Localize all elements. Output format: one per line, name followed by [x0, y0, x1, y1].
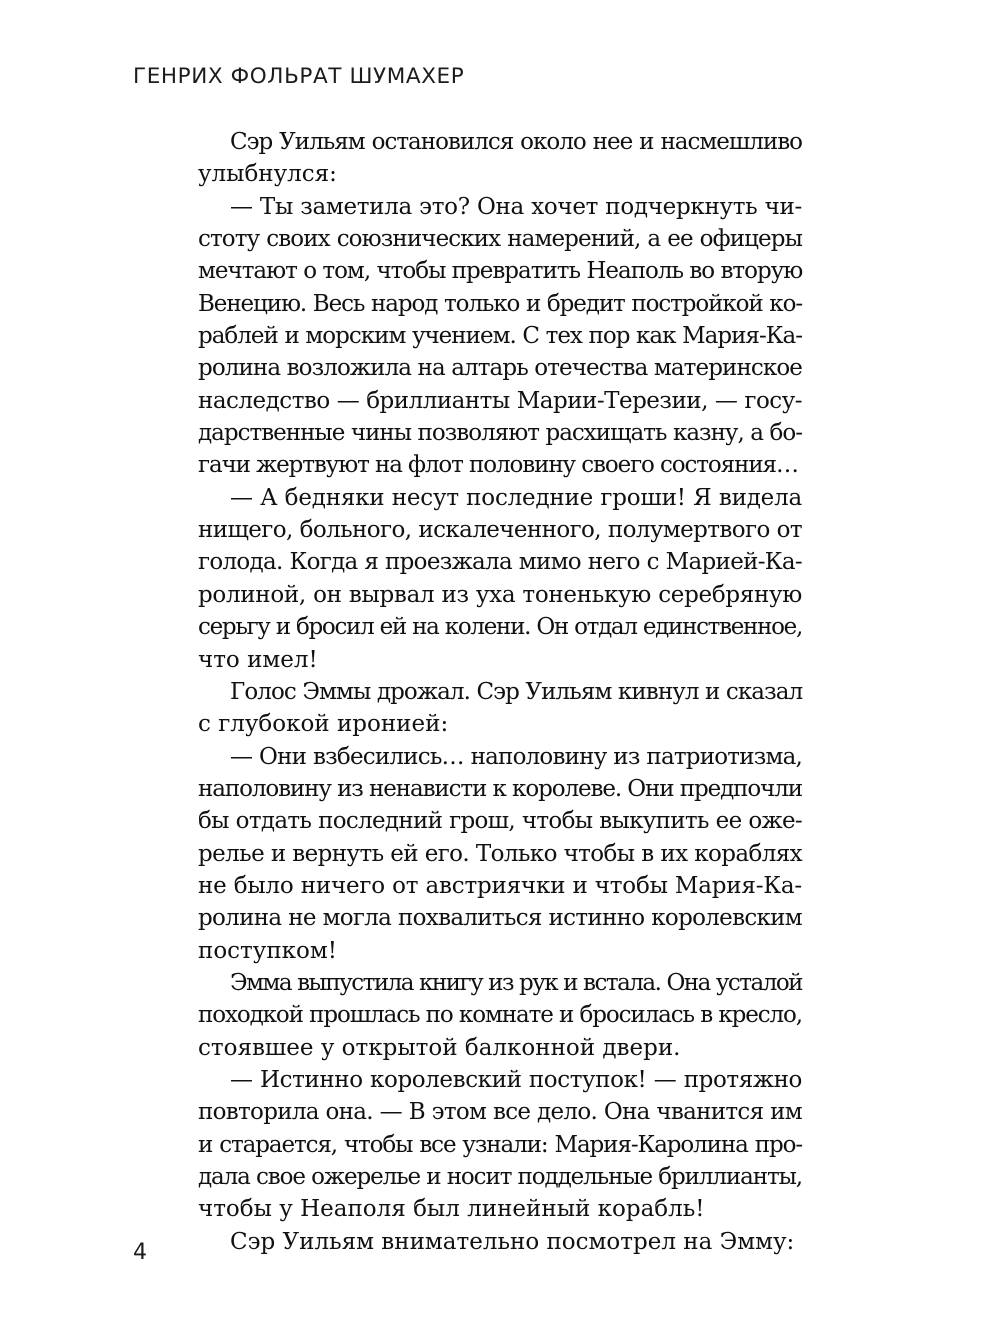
text-line: наполовину из ненависти к королеве. Они предпочли: [198, 775, 802, 802]
text-line: стоявшее у открытой балконной двери.: [198, 1034, 681, 1061]
text-line: повторила она. — В этом все дело. Она чванится им: [198, 1099, 802, 1126]
text-line: дала свое ожерелье и носит поддельные бриллианты,: [198, 1164, 802, 1190]
text-line: дарственные чины позволяют расхищать казну, а бо-: [198, 420, 802, 447]
text-line: бы отдать последний грош, чтобы выкупить ее оже-: [198, 808, 802, 835]
text-line: ролина возложила на алтарь отечества материнское: [198, 355, 802, 382]
text-line: походкой прошлась по комнате и бросилась в кресло,: [198, 1002, 802, 1029]
text-line: раблей и морским учением. С тех пор как Мария-Ка-: [198, 323, 802, 350]
text-line: голода. Когда я проезжала мимо него с Марией-Ка-: [198, 549, 802, 576]
page-number: 4: [133, 1240, 147, 1265]
text-line: с глубокой иронией:: [198, 711, 449, 738]
text-line: Венецию. Весь народ только и бредит постройкой ко-: [198, 290, 802, 317]
text-line: релье и вернуть ей его. Только чтобы в их кораблях: [198, 840, 802, 867]
text-line: что имел!: [198, 646, 318, 673]
text-line: наследство — бриллианты Марии-Терезии, — госу-: [198, 387, 802, 414]
body-text: [198, 126, 802, 1258]
text-line: — Истинно королевский поступок! — протяжно: [230, 1066, 802, 1093]
text-line: стоту своих союзнических намерений, а ее офицеры: [198, 226, 802, 253]
text-line: Голос Эммы дрожал. Сэр Уильям кивнул и сказал: [230, 678, 803, 705]
text-line: и старается, чтобы все узнали: Мария-Каролина про-: [198, 1131, 802, 1158]
text-line: нищего, больного, искалеченного, полумертвого от: [198, 517, 802, 544]
text-line: Эмма выпустила книгу из рук и встала. Она усталой: [230, 969, 802, 996]
text-line: — Они взбесились… наполовину из патриотизма,: [230, 743, 802, 770]
text-line: — А бедняки несут последние гроши! Я видела: [230, 484, 802, 511]
text-line: поступком!: [198, 937, 337, 964]
text-line: Сэр Уильям внимательно посмотрел на Эмму:: [230, 1228, 795, 1255]
text-line: мечтают о том, чтобы превратить Неаполь во вторую: [198, 258, 803, 285]
running-head-author: ГЕНРИХ ФОЛЬРАТ ШУМАХЕР: [133, 64, 465, 89]
text-line: чтобы у Неаполя был линейный корабль!: [198, 1196, 705, 1223]
text-line: не было ничего от австриячки и чтобы Мария-Ка-: [198, 872, 802, 899]
text-line: серьгу и бросил ей на колени. Он отдал единственное,: [198, 614, 802, 641]
text-line: гачи жертвуют на флот половину своего состояния…: [198, 452, 798, 479]
text-line: ролина не могла похвалиться истинно королевским: [198, 905, 802, 932]
text-line: улыбнулся:: [198, 161, 337, 188]
text-line: ролиной, он вырвал из уха тоненькую серебряную: [198, 581, 802, 608]
text-line: — Ты заметила это? Она хочет подчеркнуть чи-: [230, 193, 802, 220]
text-line: Сэр Уильям остановился около нее и насмешливо: [230, 129, 802, 155]
